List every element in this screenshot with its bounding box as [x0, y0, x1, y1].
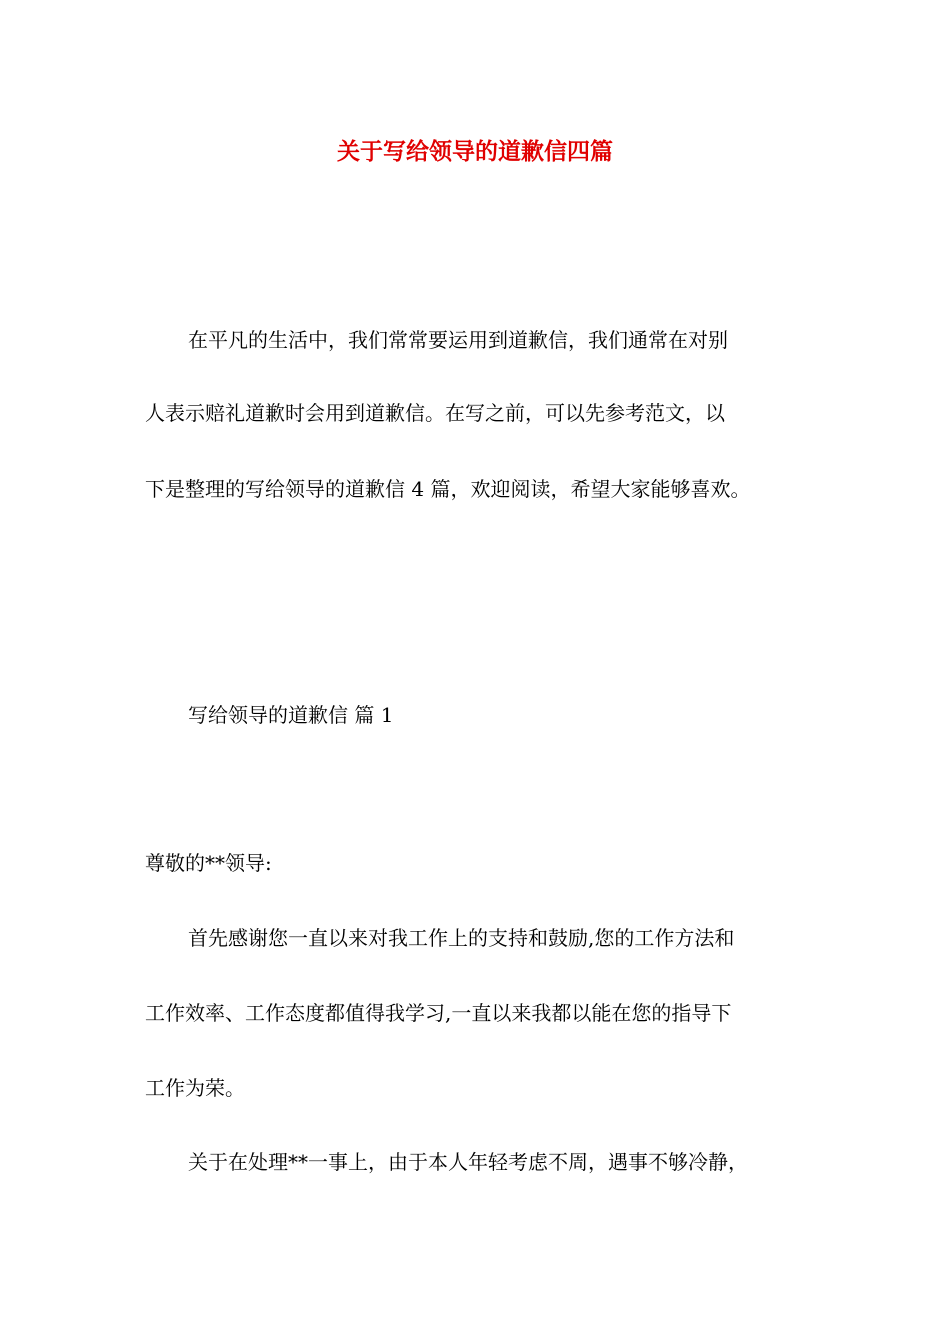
body-line-4: 关于在处理**一事上，由于本人年轻考虑不周，遇事不够冷静， — [188, 1150, 748, 1174]
document-title: 关于写给领导的道歉信四篇 — [337, 138, 613, 165]
intro-line-3: 下是整理的写给领导的道歉信 4 篇，欢迎阅读，希望大家能够喜欢。 — [145, 477, 751, 501]
body-line-1: 首先感谢您一直以来对我工作上的支持和鼓励,您的工作方法和 — [188, 926, 735, 950]
salutation: 尊敬的**领导: — [145, 851, 272, 875]
section-heading: 写给领导的道歉信 篇 1 — [188, 703, 394, 727]
body-line-3: 工作为荣。 — [145, 1076, 245, 1100]
intro-line-2: 人表示赔礼道歉时会用到道歉信。在写之前，可以先参考范文，以 — [145, 401, 725, 425]
intro-line-1: 在平凡的生活中，我们常常要运用到道歉信，我们通常在对别 — [188, 328, 728, 352]
body-line-2: 工作效率、工作态度都值得我学习,一直以来我都以能在您的指导下 — [145, 1001, 732, 1025]
